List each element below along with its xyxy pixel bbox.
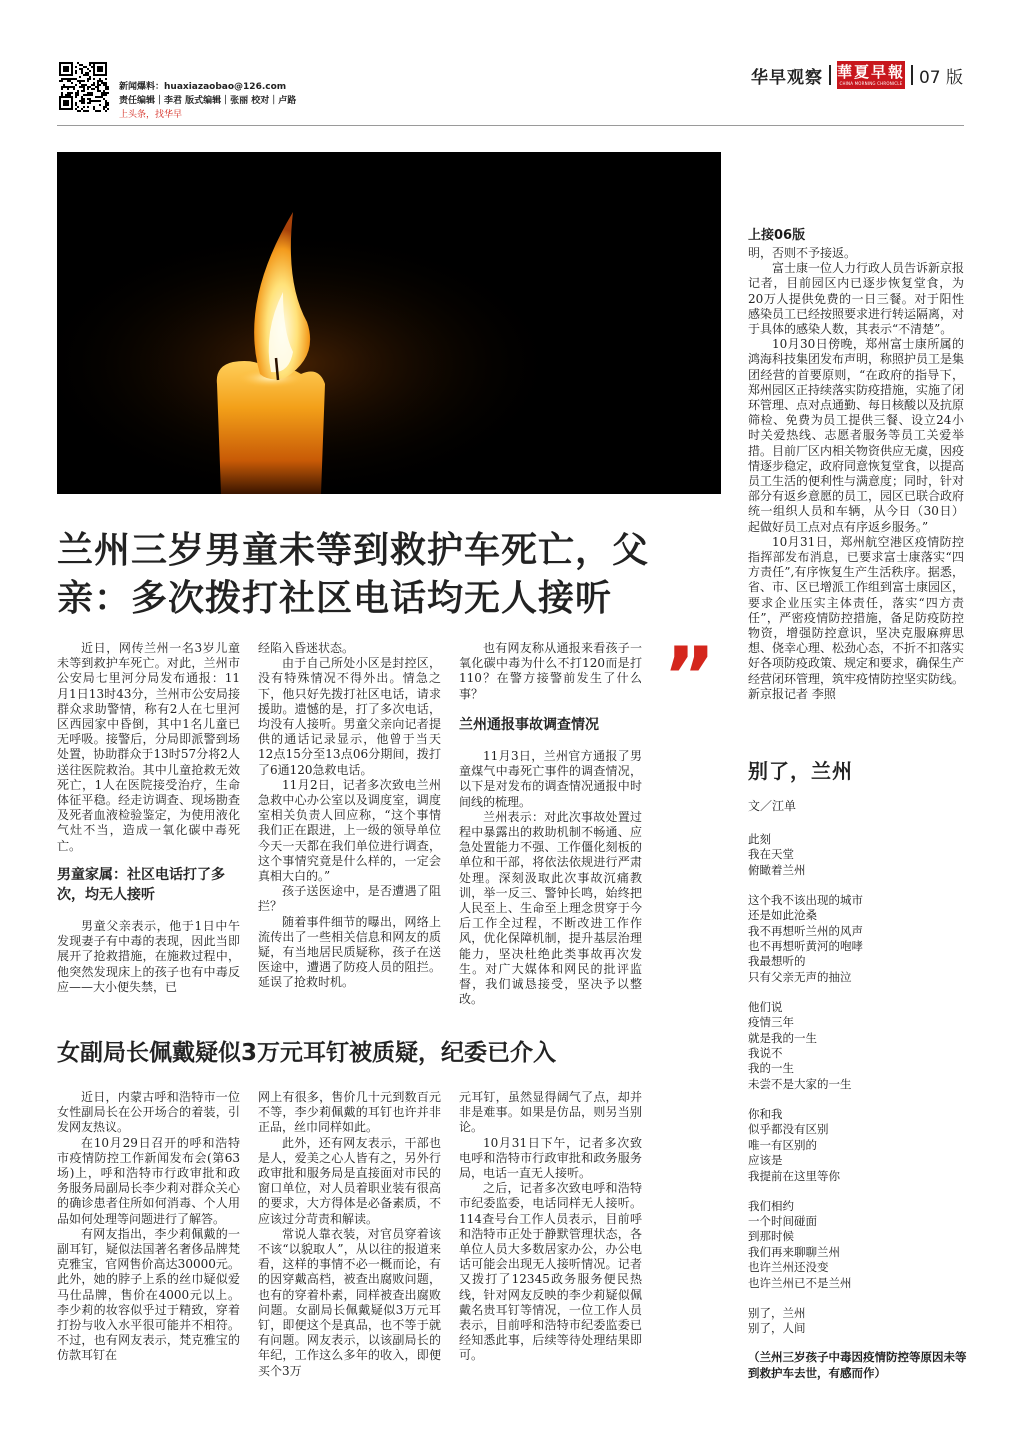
- poem-line: 你和我: [748, 1106, 783, 1121]
- poem-stanza: [748, 1000, 968, 1092]
- poem-line: 我们相约: [748, 1198, 794, 1213]
- paragraph: 兰州表示：对此次事故处置过程中暴露出的救助机制不畅通、应急处置能力不强、工作僵化刻板的单位和干部，将依法依规进行严肃处理。深刻汲取此次事故沉痛教训，举一反三、警钟长鸣，始终把人民至上、生命至上理念贯穿于今后工作全过程，不断改进工作作风，优化保障机制，提升基层治理能力，坚决杜绝此类事故再次发生。对广大媒体和网民的批评监督，我们诚恳接受，坚决予以整改。: [459, 809, 642, 1007]
- continued-story: [748, 246, 964, 702]
- poem-line: 我在天堂: [748, 847, 794, 862]
- hotline-text: 新闻爆料：huaxiazaobao@126.com: [119, 82, 287, 92]
- poem-author: 文／江单: [748, 799, 797, 813]
- paragraph: 网上有很多，售价几十元到数百元不等，李少莉佩戴的耳钉也许并非正品，丝巾同样如此。: [258, 1090, 441, 1135]
- story2-column-3: [459, 1090, 642, 1364]
- poem-line: 我说不: [748, 1046, 783, 1061]
- poem-line: 似乎都没有区别: [748, 1122, 829, 1137]
- poem-line: 我不再想听兰州的风声: [748, 923, 863, 938]
- poem-line: 我们再来聊聊兰州: [748, 1244, 840, 1259]
- poem-note: （兰州三岁孩子中毒因疫情防控等原因未等到救护车去世，有感而作）: [748, 1350, 967, 1380]
- poem-stanza: [748, 1306, 968, 1337]
- story1-column-1b: [57, 919, 240, 995]
- poem-stanza: [748, 832, 968, 878]
- poem-stanza: [748, 893, 968, 985]
- divider: [911, 65, 913, 85]
- editors-text: 责任编辑｜李君 版式编辑｜张丽 校对｜卢路: [119, 96, 297, 106]
- poem-line: 也许兰州还没变: [748, 1260, 829, 1275]
- paragraph: 孩子送医途中，是否遭遇了阻拦？: [258, 884, 441, 914]
- quote-mark-icon: ”: [663, 630, 710, 723]
- newspaper-logo: [837, 61, 905, 89]
- page-number: 07 版: [918, 67, 963, 88]
- poem-line: 俯瞰着兰州: [748, 862, 806, 877]
- paragraph: 常说人靠衣装，对官员穿着该不该“以貌取人”，从以往的报道来看，这样的事情不必一概而论，有的因穿戴高档，被查出腐败问题，也有的穿着朴素，同样被查出腐败问题。女副局长佩戴疑似3万元耳钉，即便这个是真品，也不等于就有问题。网友表示，以该副局长的年纪，工作这么多年的收入，即便买个3万: [258, 1226, 441, 1378]
- poem: [748, 832, 968, 1351]
- poem-stanza: [748, 1199, 968, 1291]
- poem-line: 也许兰州已不是兰州: [748, 1275, 852, 1290]
- poem-line: 我最想听的: [748, 954, 806, 969]
- paragraph: 也有网友称从通报来看孩子一氧化碳中毒为什么不打120而是打110？在警方接警前发生了什么事？: [459, 641, 642, 701]
- paragraph: 11月3日，兰州官方通报了男童煤气中毒死亡事件的调查情况，以下是对发布的调查情况通报中时间线的梳理。: [459, 749, 642, 809]
- paragraph: 近日，网传兰州一名3岁儿童未等到救护车死亡。对此，兰州市公安局七里河分局发布通报：11月1日13时43分，兰州市公安局接群众求助警情，称有2人在七里河区西园家中昏倒，其中1名儿童已无呼吸。接警后，分局即派警到场处置，协助群众于13时57分将2人送往医院救治。其中儿童抢救无效死亡，1人在医院接受治疗，生命体征平稳。经走访调查、现场勘查及死者血液检验鉴定，为使用液化气灶不当，造成一氧化碳中毒死亡。: [57, 641, 240, 853]
- poem-line: 到那时候: [748, 1229, 794, 1244]
- poem-line: 就是我的一生: [748, 1030, 817, 1045]
- divider: [829, 65, 831, 85]
- paragraph: 经陷入昏迷状态。: [258, 641, 355, 655]
- paragraph: 此外，还有网友表示，干部也是人，爱美之心人皆有之，另外行政审批和服务局是直接面对市民的窗口单位，对人员着职业装有很高的要求，大方得体是必备素质，不应该过分苛责和解读。: [258, 1135, 441, 1226]
- paragraph: 有网友指出，李少莉佩戴的一副耳钉，疑似法国著名奢侈品牌梵克雅宝，官网售价高达30000元。此外，她的脖子上系的丝巾疑似爱马仕品牌，售价在4000元以上。李少莉的妆容似乎过于精致，穿着打扮与收入水平很可能并不相符。不过，也有网友表示，梵克雅宝的仿款耳钉在: [57, 1226, 240, 1363]
- logo-subtext: CHINA MORNING CHRONICLE: [839, 80, 903, 86]
- story1-column-1: [57, 641, 240, 854]
- section-name: 华早观察: [750, 67, 823, 88]
- poem-line: 也不再想听黄河的咆哮: [748, 939, 863, 954]
- poem-line: 一个时间碰面: [748, 1213, 817, 1228]
- slogan-text: 上头条，找华早: [119, 110, 183, 120]
- header-info: [119, 80, 539, 122]
- paragraph: 由于自己所处小区是封控区，没有特殊情况不得外出。情急之下，他只好先拨打社区电话，请求援助。遗憾的是，打了多次电话，均没有人接听。男童父亲向记者提供的通话记录显示，他曾于当天12点15分至13点06分期间，拨打了6通120急救电话。: [258, 656, 441, 777]
- story2-column-1: [57, 1090, 240, 1364]
- story1-subhead-report: 兰州通报事故调查情况: [459, 717, 599, 733]
- paragraph: 富士康一位人力行政人员告诉新京报记者，目前园区内已逐步恢复堂食，为20万人提供免费的一日三餐。对于阳性感染员工已经按照要求进行转运隔离，对于具体的感染人数，其表示“不清楚”。: [748, 261, 965, 337]
- poem-line: 他们说: [748, 999, 783, 1014]
- poem-line: 别了，兰州: [748, 1305, 806, 1320]
- story2-column-2: [258, 1090, 441, 1379]
- paragraph: 之后，记者多次致电呼和浩特市纪委监委，电话同样无人接听。114查号台工作人员表示，目前呼和浩特市正处于静默管理状态，各单位人员大多数居家办公，办公电话可能会出现无人接听情况。记者又拨打了12345政务服务便民热线，针对网友反映的李少莉疑似佩戴名贵耳钉等情况，一位工作人员表示，目前呼和浩特市纪委监委已经知悉此事，后续等待处理结果即可。: [459, 1181, 642, 1363]
- poem-line: 疫情三年: [748, 1015, 794, 1030]
- poem-line: 别了，人间: [748, 1320, 806, 1335]
- poem-line: 这个我不该出现的城市: [748, 892, 863, 907]
- paragraph: 10月31日，郑州航空港区疫情防控指挥部发布消息，已要求富士康落实“四方责任”,有序恢复生产生活秩序。据悉，省、市、区已增派工作组到富士康园区，要求企业压实主体责任，落实“四方责任”，严密疫情防控措施，备足防疫防控物资，增强防控意识，坚决克服麻痹思想、侥幸心理、松劲心态，不折不扣落实好各项防疫政策、规定和要求，确保生产经营闭环管理，筑牢疫情防控坚实防线。新京报记者 李照: [748, 534, 965, 701]
- poem-line: 我提前在这里等你: [748, 1168, 840, 1183]
- story1-subhead-family: 男童家属：社区电话打了多次，均无人接听: [57, 867, 225, 903]
- poem-line: 未尝不是大家的一生: [748, 1076, 852, 1091]
- story2-headline: 女副局长佩戴疑似3万元耳钉被质疑，纪委已介入: [57, 1040, 557, 1066]
- paragraph: 元耳钉，虽然显得阔气了点，却并非是难事。如果是仿品，则另当别论。: [459, 1090, 642, 1135]
- story1-column-2: [258, 641, 441, 991]
- continued-from-heading: 上接06版: [748, 228, 806, 243]
- story1-headline: 兰州三岁男童未等到救护车死亡，父亲：多次拨打社区电话均无人接听: [57, 530, 650, 619]
- poem-title: 别了，兰州: [748, 759, 853, 783]
- poem-line: 只有父亲无声的抽泣: [748, 969, 852, 984]
- paragraph: 明，否则不予接返。: [748, 246, 857, 260]
- poem-line: 还是如此沧桑: [748, 908, 817, 923]
- story1-column-3a: [459, 641, 642, 702]
- poem-line: 唯一有区别的: [748, 1137, 817, 1152]
- paragraph: 10月31日下午，记者多次致电呼和浩特市行政审批和政务服务局，电话一直无人接听。: [459, 1135, 642, 1181]
- poem-line: 此刻: [748, 832, 771, 846]
- paragraph: 近日，内蒙古呼和浩特市一位女性副局长在公开场合的着装，引发网友热议。: [57, 1090, 240, 1135]
- section-masthead: [751, 58, 963, 92]
- logo-text: 華夏早報: [836, 62, 905, 81]
- paragraph: 男童父亲表示，他于1日中午发现妻子有中毒的表现，因此当即展开了抢救措施，在施救过程中，他突然发现床上的孩子也有中毒反应——大小便失禁，已: [57, 919, 240, 994]
- candle-photo: [57, 152, 721, 494]
- poem-line: 我的一生: [748, 1061, 794, 1076]
- qr-code-icon: [59, 62, 109, 112]
- paragraph: 在10月29日召开的呼和浩特市疫情防控工作新闻发布会(第63场)上，呼和浩特市行政审批和政务服务局副局长李少莉对群众关心的确诊患者住所如何消毒、个人用品如何处理等问题进行了解答。: [57, 1135, 240, 1226]
- paragraph: 随着事件细节的曝出，网络上流传出了一些相关信息和网友的质疑，有当地居民质疑称，孩子在送医途中，遭遇了防疫人员的阻拦。延误了抢救时机。: [258, 914, 441, 990]
- poem-stanza: [748, 1107, 968, 1184]
- paragraph: 11月2日，记者多次致电兰州急救中心办公室以及调度室，调度室相关负责人回应称，“这个事情我们正在跟进，上一级的领导单位今天一天都在我们单位进行调查，这个事情究竟是什么样的，一定会真相大白的。”: [258, 777, 441, 884]
- poem-line: 应该是: [748, 1153, 783, 1168]
- paragraph: 10月30日傍晚，郑州富士康所属的鸿海科技集团发布声明，称照护员工是集团经营的首要原则，“在政府的指导下，郑州园区正持续落实防疫措施，实施了闭环管理、点对点通勤、每日核酸以及抗原筛检、免费为员工提供三餐、设立24小时关爱热线、志愿者服务等员工关爱举措。目前厂区内相关物资供应无虞，因疫情逐步稳定，政府同意恢复堂食，以提高员工生活的便利性与满意度；同时，针对部分有返乡意愿的员工，园区已联合政府统一组织人员和车辆，从今日（30日）起做好员工点对点有序返乡服务。”: [748, 337, 965, 534]
- story1-column-3b: [459, 749, 642, 1007]
- header-rule: [57, 125, 964, 126]
